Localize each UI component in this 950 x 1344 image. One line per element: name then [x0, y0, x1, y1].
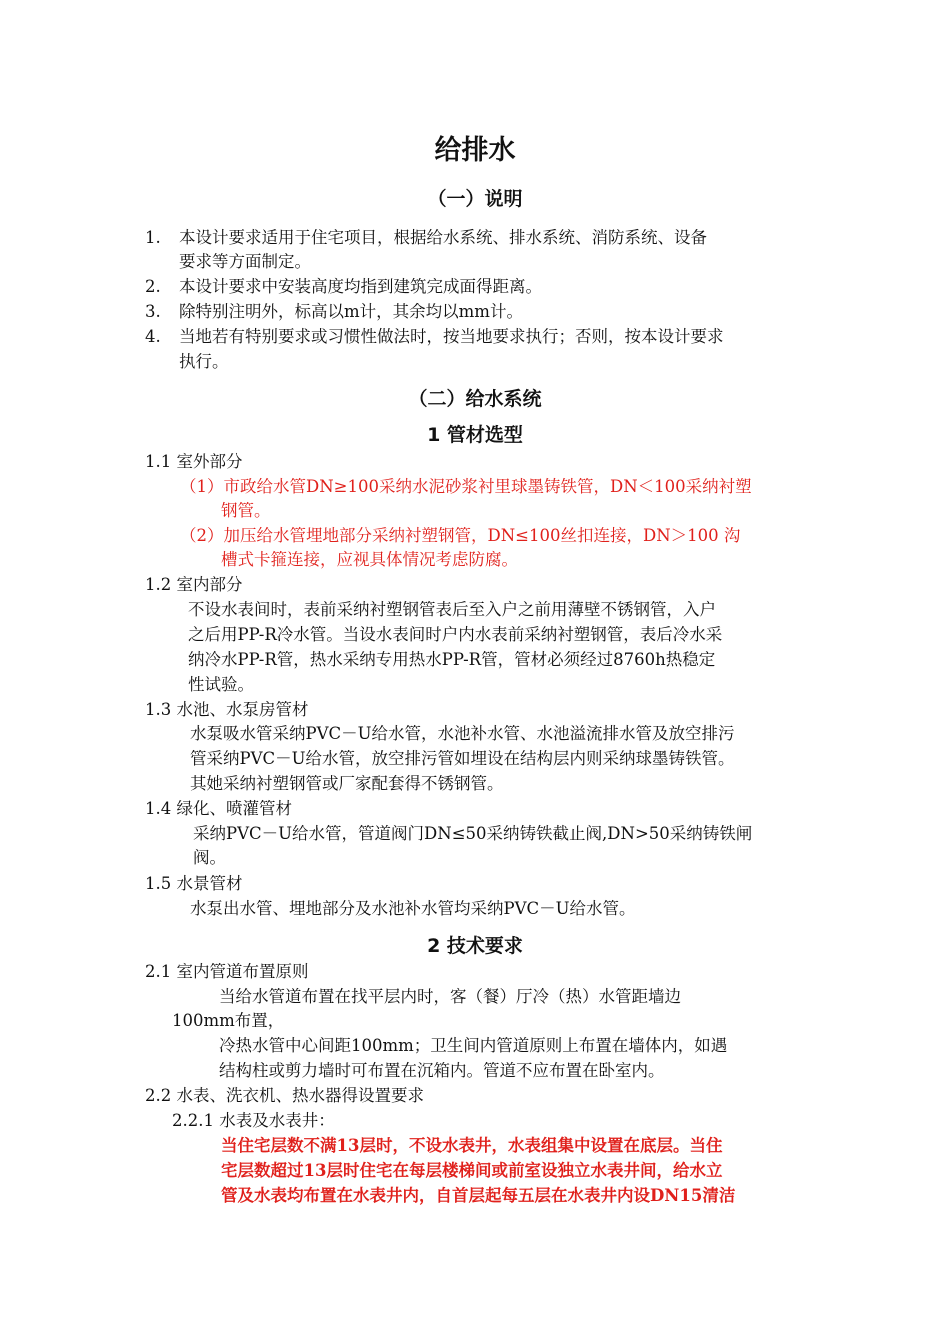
section1-heading: （一）说明	[427, 188, 523, 210]
item-2-line-1: 本设计要求中安装高度均指到建筑完成面得距离。	[179, 277, 542, 296]
s221-red-line-3: 管及水表均布置在水表井内，自首层起每五层在水表井内设DN15清洁	[221, 1186, 736, 1205]
s11-red-2-line-1: （2）加压给水管埋地部分采纳衬塑钢管，DN≤100丝扣连接，DN＞100 沟	[180, 526, 741, 545]
s13-label: 1.3 水池、水泵房管材	[145, 700, 309, 719]
s221-red-line-1: 当住宅层数不满13层时，不设水表井，水表组集中设置在底层。当住	[221, 1136, 723, 1155]
s14-label: 1.4 绿化、喷灌管材	[145, 799, 292, 818]
s11-red-2-line-2: 槽式卡箍连接，应视具体情况考虑防腐。	[221, 550, 518, 569]
s21-line-4: 结构柱或剪力墙时可布置在沉箱内。管道不应布置在卧室内。	[219, 1061, 665, 1080]
document-title: 给排水	[434, 135, 516, 166]
s12-line-1: 不设水表间时，表前采纳衬塑钢管表后至入户之前用薄壁不锈钢管，入户	[188, 600, 716, 619]
s11-label: 1.1 室外部分	[145, 452, 243, 471]
item-2-number: 2.	[145, 277, 161, 296]
s11-red-1-line-1: （1）市政给水管DN≥100采纳水泥砂浆衬里球墨铸铁管，DN＜100采纳衬塑	[180, 477, 752, 496]
s15-label: 1.5 水景管材	[145, 874, 243, 893]
s22-label: 2.2 水表、洗衣机、热水器得设置要求	[145, 1086, 424, 1105]
subsection2-heading: 2 技术要求	[427, 935, 523, 957]
item-1-line-2: 要求等方面制定。	[179, 252, 311, 271]
item-4-line-1: 当地若有特别要求或习惯性做法时，按当地要求执行；否则，按本设计要求	[179, 327, 724, 346]
item-4-line-2: 执行。	[179, 352, 229, 371]
s12-line-2: 之后用PP-R冷水管。当设水表间时户内水表前采纳衬塑钢管，表后冷水采	[188, 625, 723, 644]
s21-line-2: 100mm布置，	[172, 1011, 285, 1030]
item-4-number: 4.	[145, 327, 161, 346]
s15-line-1: 水泵出水管、埋地部分及水池补水管均采纳PVC－U给水管。	[190, 899, 636, 918]
item-1-number: 1.	[145, 228, 161, 247]
s21-line-1: 当给水管道布置在找平层内时，客（餐）厅冷（热）水管距墙边	[219, 987, 681, 1006]
subsection1-heading: 1 管材选型	[427, 424, 523, 446]
item-1-line-1: 本设计要求适用于住宅项目，根据给水系统、排水系统、消防系统、设备	[179, 228, 707, 247]
s14-line-1: 采纳PVC－U给水管，管道阀门DN≤50采纳铸铁截止阀,DN>50采纳铸铁闸	[193, 824, 753, 843]
s221-red-line-2: 宅层数超过13层时住宅在每层楼梯间或前室设独立水表井间，给水立	[221, 1161, 723, 1180]
s12-line-3: 纳冷水PP-R管，热水采纳专用热水PP-R管，管材必须经过8760h热稳定	[188, 650, 716, 669]
s13-line-1: 水泵吸水管采纳PVC－U给水管，水池补水管、水池溢流排水管及放空排污	[190, 724, 735, 743]
s13-line-3: 其她采纳衬塑钢管或厂家配套得不锈钢管。	[190, 774, 504, 793]
s11-red-1-line-2: 钢管。	[221, 501, 271, 520]
s21-label: 2.1 室内管道布置原则	[145, 962, 309, 981]
s12-line-4: 性试验。	[188, 675, 254, 694]
item-3-number: 3.	[145, 302, 161, 321]
section2-heading: （二）给水系统	[408, 388, 542, 410]
item-3-line-1: 除特别注明外，标高以m计，其余均以mm计。	[179, 302, 523, 321]
s12-label: 1.2 室内部分	[145, 575, 243, 594]
s21-line-3: 冷热水管中心间距100mm；卫生间内管道原则上布置在墙体内，如遇	[219, 1036, 728, 1055]
s14-line-2: 阀。	[193, 848, 226, 867]
s221-label: 2.2.1 水表及水表井：	[172, 1111, 335, 1130]
s13-line-2: 管采纳PVC－U给水管，放空排污管如埋设在结构层内则采纳球墨铸铁管。	[190, 749, 735, 768]
